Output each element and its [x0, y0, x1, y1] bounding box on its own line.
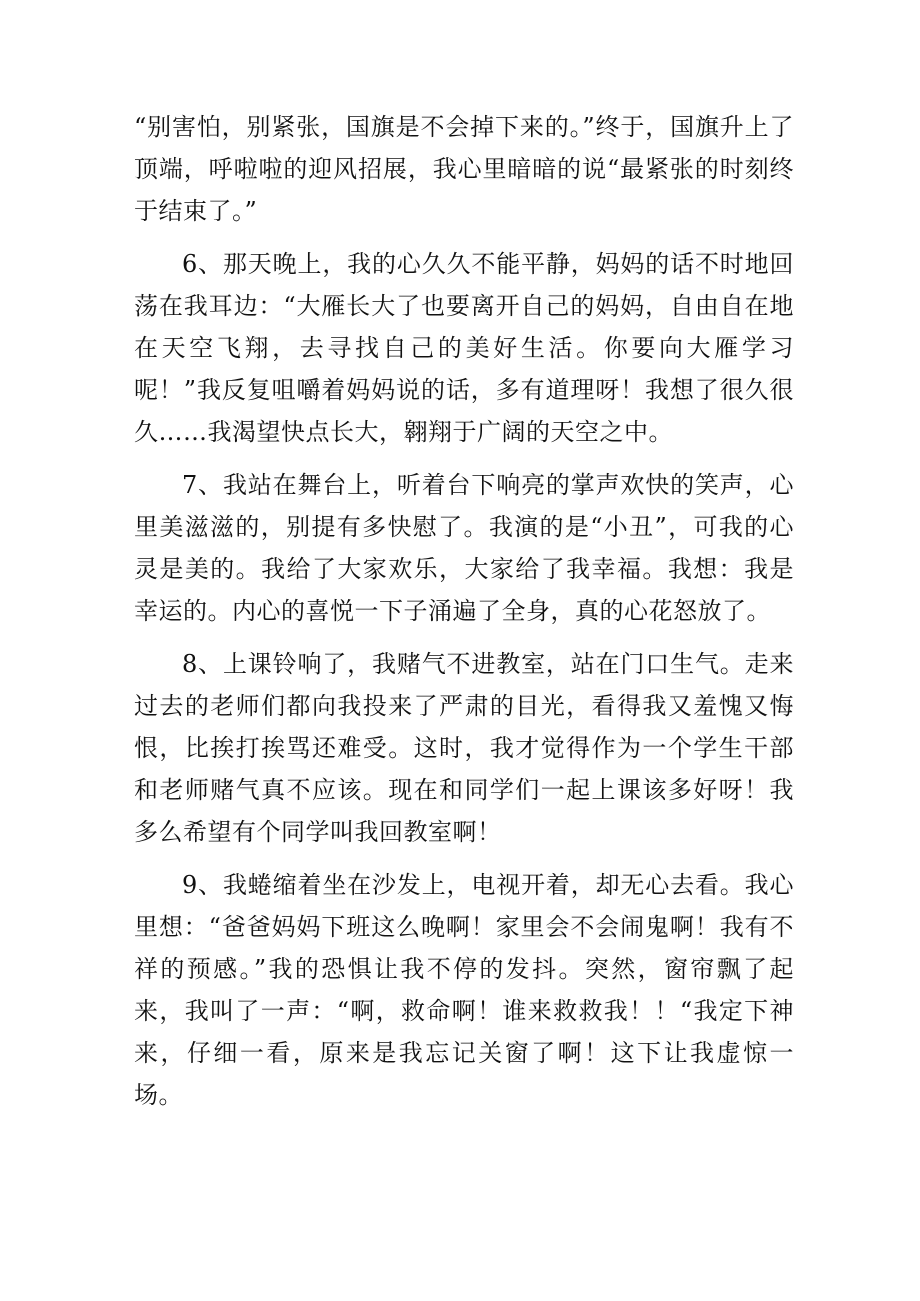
document-body	[134, 106, 794, 1127]
paragraph-9: 9、我蜷缩着坐在沙发上，电视开着，却无心去看。我心里想：“爸爸妈妈下班这么晚啊！家里会不会闹鬼啊！我有不祥的预感。”我的恐惧让我不停的发抖。突然，窗帘飘了起来，我叫了一声：“啊，救命啊！谁来救救我！！“我定下神来，仔细一看，原来是我忘记关窗了啊！这下让我虚惊一场。	[134, 871, 794, 1109]
paragraph-continuation: “别害怕，别紧张，国旗是不会掉下来的。”终于，国旗升上了顶端，呼啦啦的迎风招展，我心里暗暗的说“最紧张的时刻终于结束了。”	[134, 113, 794, 225]
paragraph-6: 6、那天晚上，我的心久久不能平静，妈妈的话不时地回荡在我耳边：“大雁长大了也要离开自己的妈妈，自由自在地在天空飞翔，去寻找自己的美好生活。你要向大雁学习呢！”我反复咀嚼着妈妈说的话，多有道理呀！我想了很久很久……我渴望快点长大，翱翔于广阔的天空之中。	[134, 250, 794, 446]
paragraph-8: 8、上课铃响了，我赌气不进教室，站在门口生气。走来过去的老师们都向我投来了严肃的目光，看得我又羞愧又悔恨，比挨打挨骂还难受。这时，我才觉得作为一个学生干部和老师赌气真不应该。现在和同学们一起上课该多好呀！我多么希望有个同学叫我回教室啊！	[134, 650, 794, 846]
paragraph-7: 7、我站在舞台上，听着台下响亮的掌声欢快的笑声，心里美滋滋的，别提有多快慰了。我演的是“小丑”，可我的心灵是美的。我给了大家欢乐，大家给了我幸福。我想：我是幸运的。内心的喜悦一下子涌遍了全身，真的心花怒放了。	[134, 471, 794, 625]
